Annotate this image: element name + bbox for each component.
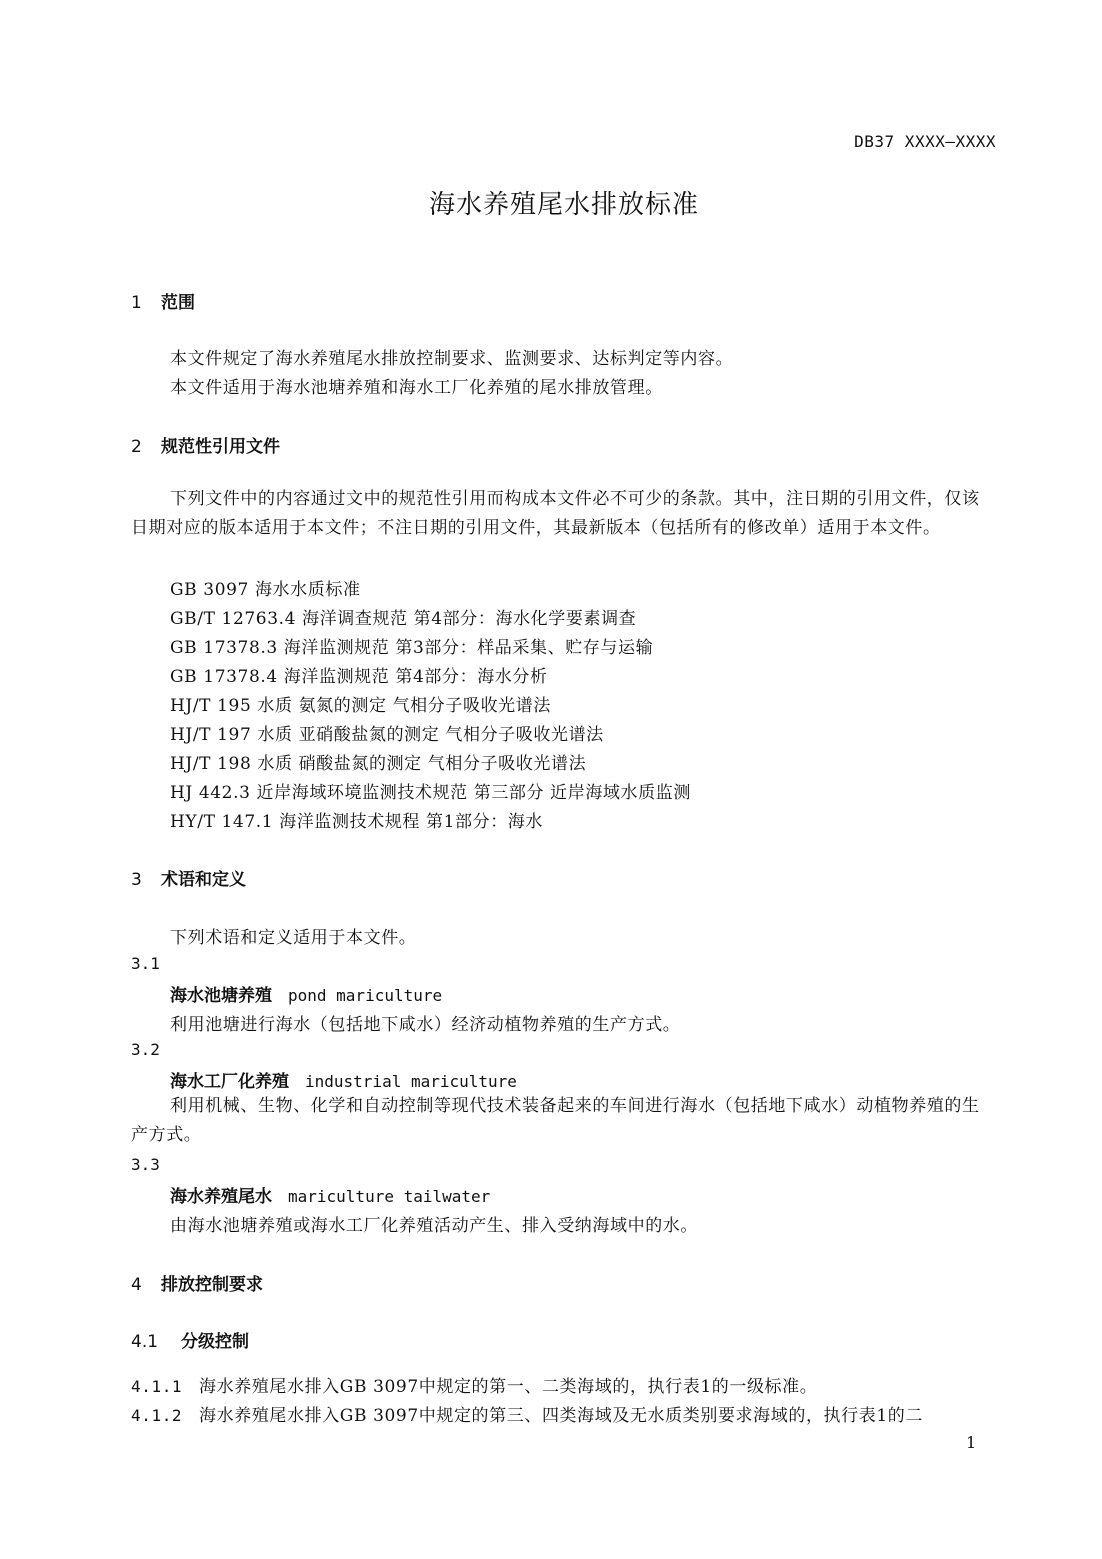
section-title: 规范性引用文件 bbox=[161, 437, 280, 457]
reference-item: GB 17378.3 海洋监测规范 第3部分：样品采集、贮存与运输 bbox=[170, 638, 654, 658]
section-number: 3 bbox=[131, 870, 142, 890]
term-english: mariculture tailwater bbox=[288, 1187, 491, 1206]
reference-item: GB/T 12763.4 海洋调查规范 第4部分：海水化学要素调查 bbox=[170, 609, 637, 629]
clause-4-1-2 bbox=[131, 1401, 923, 1426]
section-4-heading bbox=[131, 1270, 263, 1295]
section-title: 排放控制要求 bbox=[161, 1275, 263, 1295]
page-number: 1 bbox=[966, 1433, 977, 1452]
paragraph: 本文件适用于海水池塘养殖和海水工厂化养殖的尾水排放管理。 bbox=[170, 378, 663, 398]
reference-item: HJ/T 198 水质 硝酸盐氮的测定 气相分子吸收光谱法 bbox=[170, 754, 587, 774]
term-heading bbox=[170, 1182, 490, 1207]
reference-item: HJ/T 195 水质 氨氮的测定 气相分子吸收光谱法 bbox=[170, 696, 551, 716]
term-number: 3.3 bbox=[131, 1155, 160, 1174]
clause-number: 4.1.2 bbox=[131, 1406, 183, 1425]
reference-item: HY/T 147.1 海洋监测技术规程 第1部分：海水 bbox=[170, 812, 544, 832]
reference-item: HJ/T 197 水质 亚硝酸盐氮的测定 气相分子吸收光谱法 bbox=[170, 725, 604, 745]
clause-text: 海水养殖尾水排入GB 3097中规定的第一、二类海域的，执行表1的一级标准。 bbox=[199, 1377, 818, 1397]
section-number: 2 bbox=[131, 437, 142, 457]
term-chinese: 海水养殖尾水 bbox=[170, 1187, 272, 1207]
term-english: pond mariculture bbox=[288, 986, 443, 1005]
section-title: 术语和定义 bbox=[161, 870, 246, 890]
section-2-heading bbox=[131, 432, 280, 457]
reference-item: HJ 442.3 近岸海域环境监测技术规范 第三部分 近岸海域水质监测 bbox=[170, 783, 691, 803]
document-number: DB37 XXXX—XXXX bbox=[854, 132, 996, 151]
document-title: 海水养殖尾水排放标准 bbox=[428, 190, 699, 220]
paragraph: 下列文件中的内容通过文中的规范性引用而构成本文件必不可少的条款。其中，注日期的引用文件，仅该日期对应的版本适用于本文件；不注日期的引用文件，其最新版本（包括所有的修改单）适用于本文件。 bbox=[131, 489, 980, 538]
term-definition: 由海水池塘养殖或海水工厂化养殖活动产生、排入受纳海域中的水。 bbox=[170, 1216, 698, 1236]
clause-4-1-1 bbox=[131, 1372, 817, 1397]
clause-number: 4.1.1 bbox=[131, 1377, 183, 1396]
clause-text: 海水养殖尾水排入GB 3097中规定的第三、四类海域及无水质类别要求海域的，执行表1的二 bbox=[199, 1406, 923, 1426]
term-english: industrial mariculture bbox=[305, 1072, 517, 1091]
term-definition: 利用机械、生物、化学和自动控制等现代技术装备起来的车间进行海水（包括地下咸水）动植物养殖的生产方式。 bbox=[131, 1096, 980, 1145]
subsection-number: 4.1 bbox=[131, 1332, 159, 1352]
term-chinese: 海水池塘养殖 bbox=[170, 986, 272, 1006]
term-heading bbox=[170, 1067, 517, 1092]
term-heading bbox=[170, 981, 442, 1006]
section-3-heading bbox=[131, 865, 246, 890]
reference-item: GB 17378.4 海洋监测规范 第4部分：海水分析 bbox=[170, 667, 548, 687]
section-number: 1 bbox=[131, 293, 142, 313]
subsection-title: 分级控制 bbox=[181, 1332, 249, 1352]
reference-item: GB 3097 海水水质标准 bbox=[170, 580, 361, 600]
term-chinese: 海水工厂化养殖 bbox=[170, 1072, 289, 1092]
section-number: 4 bbox=[131, 1275, 142, 1295]
section-1-heading bbox=[131, 288, 195, 313]
term-number: 3.1 bbox=[131, 954, 160, 973]
section-title: 范围 bbox=[161, 293, 195, 313]
paragraph: 本文件规定了海水养殖尾水排放控制要求、监测要求、达标判定等内容。 bbox=[170, 349, 734, 369]
term-definition: 利用池塘进行海水（包括地下咸水）经济动植物养殖的生产方式。 bbox=[170, 1015, 681, 1035]
term-number: 3.2 bbox=[131, 1040, 160, 1059]
subsection-4-1-heading bbox=[131, 1327, 249, 1352]
paragraph: 下列术语和定义适用于本文件。 bbox=[170, 928, 417, 948]
